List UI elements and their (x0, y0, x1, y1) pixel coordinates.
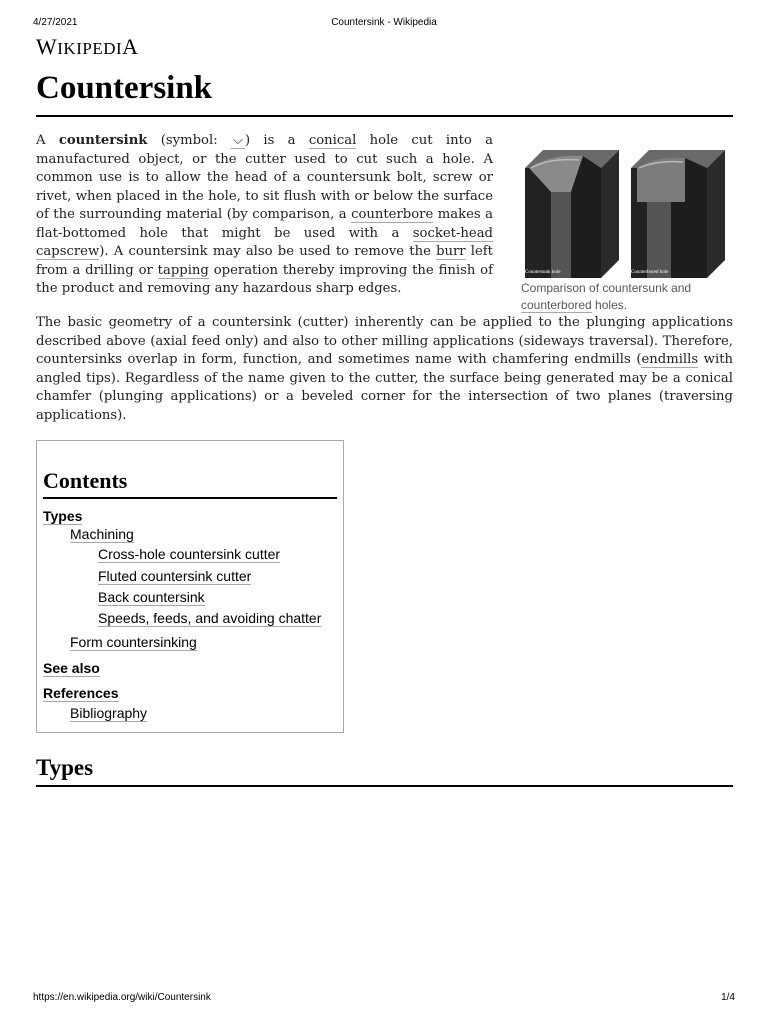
toc-label: Machining (70, 526, 134, 542)
counterbored-block-drawing (631, 150, 725, 278)
link-endmills[interactable]: endmills (641, 352, 699, 367)
caption-text: holes. (591, 298, 628, 312)
print-url: https://en.wikipedia.org/wiki/Countersink (33, 992, 211, 1003)
link-tapping[interactable]: tapping (157, 262, 209, 278)
intro-paragraph (36, 132, 493, 299)
toc-item-cross-hole[interactable] (98, 545, 280, 563)
toc-item-speeds-feeds[interactable] (98, 609, 321, 627)
wordmark-initial: W (36, 34, 58, 59)
geometry-paragraph (36, 314, 733, 425)
link-counterbore[interactable]: counterbore (351, 207, 434, 222)
figure-label-counterbored: Counterbored hole (631, 270, 669, 275)
text-run: makes a flat-bottomed hole that might be used with a (36, 207, 493, 241)
section-divider (36, 785, 733, 787)
toc-item-fluted[interactable] (98, 567, 251, 585)
toc-item-bibliography[interactable] (70, 704, 147, 722)
toc-title: Contents (43, 468, 337, 499)
wikipedia-wordmark[interactable] (36, 34, 139, 60)
text-run: The basic geometry of a countersink (cutter) inherently can be applied to the plunging applications described above (axial feed only) and also to other milling applications (sideways traversal). Therefore, countersinks overlap in form, function, and sometimes name with chamfering endmills ( (36, 315, 733, 367)
print-footer (33, 992, 735, 1006)
text-run: ) is a (244, 133, 309, 148)
print-page-title: Countersink - Wikipedia (331, 17, 437, 28)
toc-label: References (43, 685, 119, 701)
toc-item-back-countersink[interactable] (98, 588, 205, 606)
text-run: (symbol: (147, 133, 231, 148)
toc-item-machining[interactable] (70, 525, 134, 543)
link-conical[interactable]: conical (308, 133, 357, 148)
comparison-figure (521, 146, 733, 314)
text-run: hole cut into a manufactured object, or the cutter used to cut such a hole. A common use is to allow the head of a countersunk bolt, screw or rivet, when placed in the hole, to sit flush with or below the surface of the surrounding material (by comparison, a (36, 133, 494, 222)
wordmark-final: A (122, 34, 139, 59)
table-of-contents (36, 440, 344, 733)
countersunk-counterbored-illustration[interactable] (521, 146, 733, 278)
print-date: 4/27/2021 (33, 17, 78, 28)
link-burr[interactable]: burr (436, 244, 466, 259)
text-run: ). A countersink may also be used to remove the (99, 244, 437, 259)
link-socket-head-capscrew[interactable]: socket-head capscrew (36, 225, 493, 259)
toc-label: Speeds, feeds, and avoiding chatter (98, 610, 322, 626)
countersink-symbol[interactable]: ⌵ (232, 133, 243, 148)
toc-item-references[interactable] (43, 684, 119, 702)
link-counterbored[interactable]: counterbored (521, 298, 592, 312)
print-header (33, 17, 735, 31)
toc-label: See also (43, 660, 100, 676)
figure-caption (521, 280, 733, 314)
countersunk-block-drawing (525, 150, 619, 278)
caption-text: Comparison of countersunk and (521, 281, 692, 295)
toc-label: Back countersink (98, 589, 205, 605)
toc-label: Form countersinking (70, 634, 197, 650)
text-run: left from a drilling or (36, 244, 493, 278)
toc-label: Fluted countersink cutter (98, 568, 252, 584)
print-page-number: 1/4 (721, 992, 735, 1003)
toc-item-types[interactable] (43, 507, 82, 525)
text-run: A (36, 133, 59, 148)
toc-label: Cross-hole countersink cutter (98, 546, 281, 562)
toc-label: Types (43, 508, 83, 524)
figure-label-countersunk: Countersunk hole (525, 270, 561, 275)
toc-item-form-countersinking[interactable] (70, 633, 197, 651)
toc-label: Bibliography (70, 705, 148, 721)
page-title: Countersink (36, 70, 213, 106)
toc-item-see-also[interactable] (43, 659, 100, 677)
text-run: with angled tips). Regardless of the name given to the cutter, the surface being generated may be a conical chamfer (plunging applications) or a beveled corner for the intersection of two planes (traversing applications). (36, 352, 733, 423)
term-bold: countersink (58, 133, 148, 148)
section-heading-types: Types (36, 755, 94, 780)
title-divider (36, 115, 733, 117)
wordmark-middle: IKIPEDI (57, 39, 123, 58)
text-run: operation thereby improving the finish of the product and removing any hazardous sharp edges. (36, 262, 493, 296)
